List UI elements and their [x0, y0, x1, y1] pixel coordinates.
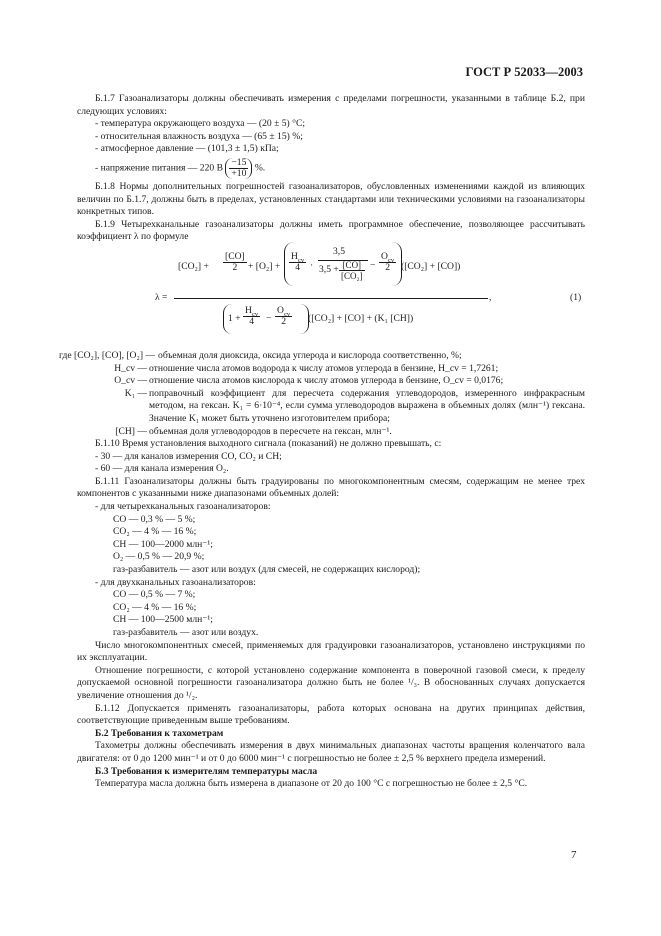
- formula-lambda: λ =: [155, 291, 168, 303]
- formula-number: (1): [570, 291, 582, 303]
- definition-key: O_cv —: [114, 375, 147, 387]
- four-channel-co: CO — 0,3 % — 5 %;: [113, 513, 196, 525]
- condition-voltage: [77, 158, 585, 179]
- formula-den-tail: ([CO₂] + [CO] + (K₁ [CH]): [308, 312, 414, 324]
- four-channel-o2: O₂ — 0,5 % — 20,9 %;: [113, 551, 205, 563]
- definition-row: [77, 363, 585, 376]
- formula-four: 4: [295, 261, 301, 273]
- section-b3-title: Б.3 Требования к измерителям температуры масла: [95, 765, 318, 777]
- definition-row: [77, 375, 585, 388]
- two-channel-heading: - для двухканальных газоанализаторов:: [95, 576, 256, 588]
- formula-hcv: H: [291, 250, 298, 262]
- page-number: 7: [571, 849, 577, 861]
- voltage-label: - напряжение питания — 220 В: [95, 162, 223, 174]
- clause-b18: Б.1.8 Нормы дополнительных погрешностей газоанализаторов, обусловленных изменениями каждой из влияющих величин по Б.1.7, должны быть в пределах, установленных стандартами или техническими условиями на газоанализаторы конкретных типов.: [77, 180, 585, 218]
- formula-co-small: [CO]: [339, 260, 365, 271]
- formula-ocv: O: [381, 250, 388, 262]
- formula-den-one: 1 +: [228, 312, 241, 324]
- definition-value: отношение числа атомов кислорода к числу атомов углерода в бензине, O_cv = 0,0176;: [149, 375, 504, 387]
- four-channel-gas: газ-разбавитель — азот или воздух (для смесей, не содержащих кислород);: [113, 564, 421, 576]
- definition-value: объемная доля углеводородов в пересчете на гексан, млн⁻¹.: [149, 425, 392, 437]
- definition-value: отношение числа атомов водорода к числу атомов углерода в бензине, H_cv = 1,7261;: [149, 362, 499, 374]
- formula-minus: −: [370, 259, 376, 271]
- formula-35-den: 3,5 +: [319, 263, 339, 275]
- four-channel-co2: CO₂ — 4 % — 16 %;: [113, 526, 197, 538]
- formula-35-num: 3,5: [333, 245, 345, 257]
- definition-row: [77, 426, 585, 439]
- two-channel-co: CO — 0,5 % — 7 %;: [113, 589, 196, 601]
- formula-co2: [CO₂] +: [178, 260, 209, 272]
- voltage-unit: %.: [254, 162, 266, 174]
- definition-key: H_cv —: [114, 362, 147, 374]
- definition-value: поправочный коэффициент для пересчета содержания углеводородов, измеренного инфракрасным методом, на гексан. K₁ = 6·10⁻⁴, если сумма углеводородов выражена в объемных долях (млн⁻¹) гексана. Значение K₁ может быть уточнено изготовителем прибора;: [149, 387, 585, 424]
- b110-item-a: - 30 — для каналов измерения CO, CO₂ и CH;: [95, 450, 282, 462]
- section-b2-text: Тахометры должны обеспечивать измерения в двух минимальных диапазонах частоты вращения коленчатого вала двигателя: от 0 до 1200 мин⁻¹ и от 0 до 6000 мин⁻¹ с погрешностью не более ± 2,5 % верхнего предела измерений.: [77, 740, 585, 764]
- formula-co2-small: [CO₂]: [341, 270, 363, 281]
- ratio-paragraph: Отношение погрешности, с которой установлено содержание компонента в поверочной газовой смеси, к пределу допускаемой основной погрешности газоанализатора должно быть не более ¹/₃. В обоснованных случаях допускается увеличение отношения до ¹/₂.: [77, 664, 585, 701]
- b110-item-b: - 60 — для канала измерения O₂.: [95, 463, 229, 475]
- two-channel-ch: CH — 100—2500 млн⁻¹;: [113, 614, 213, 626]
- voltage-lower: +10: [231, 167, 247, 179]
- definition-value: объемная доля диоксида, оксида углерода и кислорода соответственно, %;: [158, 349, 462, 361]
- formula-co-half-den: 2: [232, 261, 238, 273]
- clause-b110: Б.1.10 Время установления выходного сигнала (показаний) не должно превышать, с:: [95, 438, 442, 450]
- definition-key: где [CO₂], [CO], [O₂] —: [59, 349, 156, 361]
- page-content: [59, 93, 585, 791]
- formula-two: 2: [385, 261, 391, 273]
- document-header: ГОСТ Р 52033—2003: [465, 65, 583, 79]
- voltage-tolerance: [225, 158, 252, 179]
- formula-comma: ,: [489, 291, 492, 303]
- formula-main-fracline: [174, 298, 488, 299]
- lambda-formula: λ = [CO₂] + $\frac{[CO]}{2}$ + [O₂] + $H_{cv}$ 4 · 3,5 3,5 + $\frac{[CO]}{\text{[CO₂]}}$ − $O_{cv}$ 2 ([CO₂] + [CO]) 1 + $H_{cv}$ 4 − $O_{cv}$ 2 ([CO₂] + [CO] + (K₁ [CH]) , (1): [77, 248, 585, 346]
- definition-key: [CH] —: [115, 425, 147, 437]
- formula-dot: ·: [310, 259, 314, 271]
- condition-temperature: - температура окружающего воздуха — (20 ± 5) °С;: [95, 118, 306, 130]
- section-b3-text: Температура масла должна быть измерена в диапазоне от 20 до 100 °С с погрешностью не более ± 2,5 °С.: [95, 778, 528, 790]
- section-b2-title: Б.2 Требования к тахометрам: [95, 727, 224, 739]
- mixtures-paragraph: Число многокомпонентных смесей, применяемых для градуировки газоанализаторов, установлено инструкциями по их эксплуатации.: [77, 639, 585, 664]
- condition-humidity: - относительная влажность воздуха — (65 ± 15) %;: [95, 130, 303, 142]
- formula-num-tail: ([CO₂] + [CO]): [401, 260, 461, 272]
- condition-pressure: - атмосферное давление — (101,3 ± 1,5) кПа;: [95, 143, 279, 155]
- two-channel-gas: газ-разбавитель — азот или воздух.: [113, 627, 259, 638]
- clause-b17: Б.1.7 Газоанализаторы должны обеспечивать измерения с пределами погрешности, указанными в таблице Б.2, при следующих условиях:: [77, 93, 585, 117]
- definition-key: K₁ —: [124, 387, 147, 399]
- four-channel-heading: - для четырехканальных газоанализаторов:: [95, 501, 271, 513]
- formula-co-half-num: [CO]: [225, 250, 245, 262]
- definition-row: [77, 388, 585, 426]
- clause-b111: Б.1.11 Газоанализаторы должны быть градуированы по многокомпонентным смесям, содержащим не менее трех компонентов с указанными ниже диапазонами объемных долей:: [77, 475, 585, 500]
- voltage-upper: −15: [231, 156, 247, 168]
- clause-b112: Б.1.12 Допускается применять газоанализаторы, работа которых основана на других принципах действия, соответствующие приведенным выше требованиям.: [77, 702, 585, 727]
- formula-plus-o2: + [O₂] +: [248, 260, 281, 272]
- four-channel-ch: CH — 100—2000 млн⁻¹;: [113, 538, 213, 550]
- clause-b19: Б.1.9 Четырехканальные газоанализаторы должны иметь программное обеспечение, позволяющее рассчитывать коэффициент λ по формуле: [77, 218, 585, 243]
- definition-row: [59, 349, 585, 363]
- formula-definitions: [59, 349, 585, 438]
- two-channel-co2: CO₂ — 4 % — 16 %;: [113, 601, 197, 613]
